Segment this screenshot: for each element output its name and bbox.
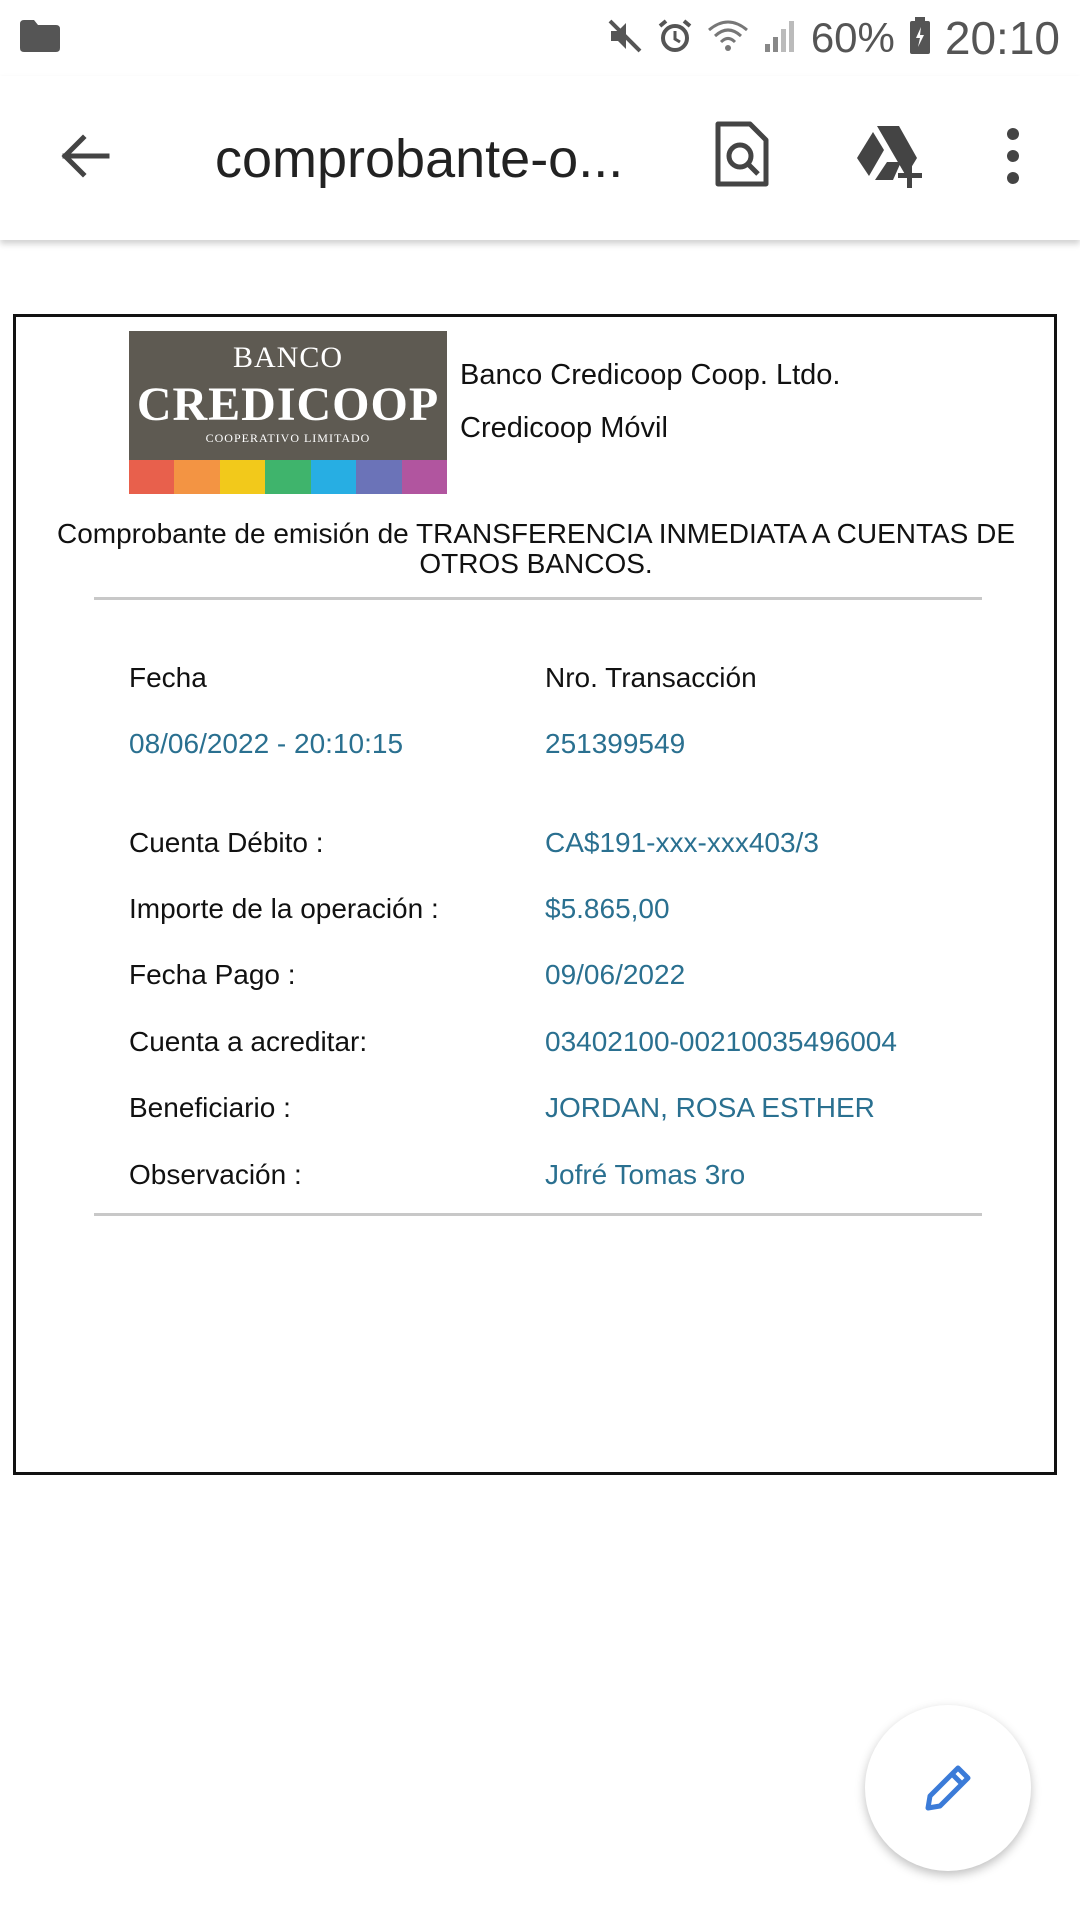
transaction-number-label: Nro. Transacción: [545, 662, 757, 693]
pencil-icon: [918, 1758, 978, 1818]
battery-icon: [909, 17, 931, 60]
detail-label: Cuenta Débito :: [129, 827, 324, 858]
find-in-document-button[interactable]: [712, 120, 772, 190]
detail-value: 09/06/2022: [545, 959, 686, 990]
status-bar: [0, 0, 1080, 76]
receipt-title: Comprobante de emisión de TRANSFERENCIA INMEDIATA A CUENTAS DE OTROS BANCOS.: [56, 518, 1016, 579]
alarm-icon: [657, 18, 693, 59]
document-title: comprobante-o...: [215, 129, 624, 189]
wifi-icon: [707, 18, 749, 59]
arrow-back-icon: [55, 126, 115, 186]
logo-line-banco: BANCO: [232, 341, 343, 374]
mute-icon: [607, 18, 643, 59]
detail-value: Jofré Tomas 3ro: [545, 1159, 746, 1190]
fecha-value: 08/06/2022 - 20:10:15: [129, 728, 404, 759]
battery-percent: 60%: [810, 14, 895, 61]
detail-value: CA$191-xxx-xxx403/3: [545, 827, 819, 858]
divider-bottom: [94, 1213, 982, 1216]
divider-top: [94, 597, 982, 600]
detail-label: Cuenta a acreditar:: [129, 1026, 368, 1057]
bank-logo: [129, 331, 447, 494]
detail-value: 03402100-00210035496004: [545, 1026, 897, 1057]
app-bar: [0, 76, 1080, 240]
fecha-label: Fecha: [129, 662, 207, 693]
logo-line-credicoop: CREDICOOP: [136, 378, 440, 431]
logo-color-stripes: [129, 460, 447, 494]
clock: 20:10: [944, 12, 1060, 64]
detail-label: Beneficiario :: [129, 1092, 291, 1123]
signal-icon: [763, 18, 797, 59]
detail-label: Importe de la operación :: [129, 893, 439, 924]
more-options-button[interactable]: [998, 126, 1028, 186]
more-vert-icon: [998, 126, 1028, 186]
detail-value: $5.865,00: [545, 893, 670, 924]
back-button[interactable]: [55, 126, 115, 186]
bank-channel: Credicoop Móvil: [460, 412, 668, 444]
detail-label: Observación :: [129, 1159, 302, 1190]
add-to-drive-button[interactable]: [853, 120, 928, 190]
bank-name: Banco Credicoop Coop. Ltdo.: [460, 359, 841, 391]
transaction-number-value: 251399549: [545, 728, 686, 759]
logo-line-cooperativo: COOPERATIVO LIMITADO: [205, 431, 371, 445]
detail-label: Fecha Pago :: [129, 959, 296, 990]
drive-add-icon: [853, 120, 928, 190]
status-icons: [607, 12, 1060, 64]
folder-icon: [20, 20, 60, 57]
document-page: [13, 314, 1057, 1475]
file-search-icon: [712, 120, 772, 190]
detail-value: JORDAN, ROSA ESTHER: [545, 1092, 875, 1123]
edit-fab-button[interactable]: [865, 1705, 1031, 1871]
